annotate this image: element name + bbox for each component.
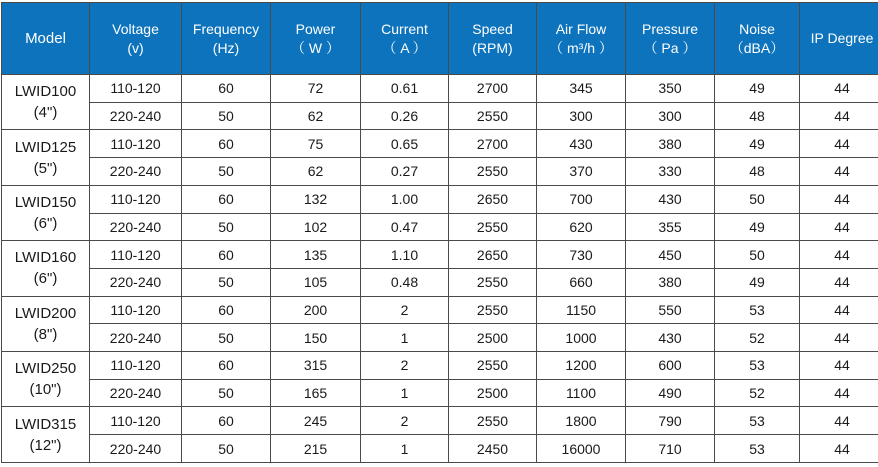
- frequency-cell: 50: [182, 324, 271, 352]
- power-cell: 72: [271, 75, 361, 103]
- speed-cell: 2550: [449, 352, 537, 380]
- noise-cell: 50: [715, 185, 800, 213]
- header-unit: (Hz): [212, 39, 240, 56]
- speed-cell: 2650: [449, 185, 537, 213]
- voltage-cell: 110-120: [90, 130, 182, 158]
- power-cell: 200: [271, 296, 361, 324]
- pressure-cell: 430: [626, 324, 715, 352]
- model-cell: [2, 75, 90, 130]
- voltage-cell: 220-240: [90, 213, 182, 241]
- table-row: [2, 407, 878, 435]
- voltage-cell: 110-120: [90, 241, 182, 269]
- frequency-cell: 60: [182, 130, 271, 158]
- table-row: [2, 130, 878, 158]
- ip-degree-cell: 44: [800, 379, 878, 407]
- voltage-cell: 110-120: [90, 185, 182, 213]
- speed-cell: 2550: [449, 268, 537, 296]
- header-voltage: [90, 3, 182, 75]
- air-flow-cell: 730: [537, 241, 626, 269]
- header-label: Speed: [472, 20, 513, 37]
- ip-degree-cell: 44: [800, 324, 878, 352]
- noise-cell: 49: [715, 75, 800, 103]
- pressure-cell: 380: [626, 130, 715, 158]
- current-cell: 0.48: [361, 268, 449, 296]
- voltage-cell: 110-120: [90, 75, 182, 103]
- current-cell: 1.10: [361, 241, 449, 269]
- header-speed: [449, 3, 537, 75]
- model-name: LWID315: [14, 415, 77, 433]
- model-size: (10"): [29, 381, 62, 399]
- air-flow-cell: 430: [537, 130, 626, 158]
- noise-cell: 52: [715, 379, 800, 407]
- header-air-flow: [537, 3, 626, 75]
- header-noise: [715, 3, 800, 75]
- table-row: [2, 324, 878, 352]
- header-pressure: [626, 3, 715, 75]
- current-cell: 1.00: [361, 185, 449, 213]
- table-row: [2, 213, 878, 241]
- speed-cell: 2550: [449, 158, 537, 186]
- frequency-cell: 50: [182, 102, 271, 130]
- speed-cell: 2550: [449, 102, 537, 130]
- header-current: [361, 3, 449, 75]
- header-label: Air Flow: [555, 20, 607, 37]
- frequency-cell: 50: [182, 268, 271, 296]
- pressure-cell: 380: [626, 268, 715, 296]
- voltage-cell: 220-240: [90, 379, 182, 407]
- header-model: [2, 3, 90, 75]
- model-cell: [2, 130, 90, 185]
- pressure-cell: 350: [626, 75, 715, 103]
- noise-cell: 53: [715, 352, 800, 380]
- header-label: Pressure: [641, 20, 699, 37]
- air-flow-cell: 1000: [537, 324, 626, 352]
- model-size: (4"): [33, 104, 58, 122]
- header-unit: （ A ）: [382, 39, 427, 56]
- model-cell: [2, 296, 90, 351]
- power-cell: 150: [271, 324, 361, 352]
- header-label: Current: [381, 20, 428, 37]
- pressure-cell: 710: [626, 435, 715, 463]
- frequency-cell: 60: [182, 296, 271, 324]
- table-row: [2, 75, 878, 103]
- frequency-cell: 50: [182, 435, 271, 463]
- ip-degree-cell: 44: [800, 435, 878, 463]
- frequency-cell: 50: [182, 379, 271, 407]
- pressure-cell: 790: [626, 407, 715, 435]
- voltage-cell: 220-240: [90, 324, 182, 352]
- table-row: [2, 379, 878, 407]
- frequency-cell: 50: [182, 158, 271, 186]
- ip-degree-cell: 44: [800, 213, 878, 241]
- voltage-cell: 110-120: [90, 407, 182, 435]
- header-label: Noise: [739, 20, 775, 37]
- power-cell: 75: [271, 130, 361, 158]
- frequency-cell: 60: [182, 185, 271, 213]
- current-cell: 0.47: [361, 213, 449, 241]
- header-ip-degree: [800, 3, 878, 75]
- header-label: Model: [25, 30, 66, 47]
- table-row: [2, 352, 878, 380]
- speed-cell: 2700: [449, 130, 537, 158]
- header-label: Voltage: [112, 20, 159, 37]
- ip-degree-cell: 44: [800, 158, 878, 186]
- noise-cell: 53: [715, 296, 800, 324]
- model-size: (8"): [33, 325, 58, 343]
- air-flow-cell: 1150: [537, 296, 626, 324]
- air-flow-cell: 620: [537, 213, 626, 241]
- ip-degree-cell: 44: [800, 75, 878, 103]
- model-size: (6"): [33, 270, 58, 288]
- table-body: [2, 75, 878, 463]
- table-header: [2, 3, 878, 75]
- table-row: [2, 185, 878, 213]
- noise-cell: 48: [715, 102, 800, 130]
- speed-cell: 2650: [449, 241, 537, 269]
- speed-cell: 2450: [449, 435, 537, 463]
- model-size: (6"): [33, 215, 58, 233]
- model-name: LWID150: [14, 194, 77, 212]
- air-flow-cell: 1200: [537, 352, 626, 380]
- pressure-cell: 600: [626, 352, 715, 380]
- pressure-cell: 300: [626, 102, 715, 130]
- model-cell: [2, 185, 90, 240]
- ip-degree-cell: 44: [800, 352, 878, 380]
- model-size: (12"): [29, 436, 62, 454]
- air-flow-cell: 300: [537, 102, 626, 130]
- pressure-cell: 330: [626, 158, 715, 186]
- noise-cell: 53: [715, 435, 800, 463]
- model-cell: [2, 352, 90, 407]
- table-row: [2, 268, 878, 296]
- header-power: [271, 3, 361, 75]
- model-cell: [2, 407, 90, 463]
- header-unit: (v): [127, 39, 144, 56]
- pressure-cell: 355: [626, 213, 715, 241]
- table-row: [2, 102, 878, 130]
- current-cell: 1: [361, 324, 449, 352]
- speed-cell: 2550: [449, 296, 537, 324]
- power-cell: 165: [271, 379, 361, 407]
- current-cell: 1: [361, 435, 449, 463]
- table-row: [2, 435, 878, 463]
- air-flow-cell: 660: [537, 268, 626, 296]
- air-flow-cell: 1100: [537, 379, 626, 407]
- power-cell: 135: [271, 241, 361, 269]
- ip-degree-cell: 44: [800, 102, 878, 130]
- power-cell: 245: [271, 407, 361, 435]
- header-row: [2, 3, 878, 75]
- header-label: IP Degree: [810, 30, 874, 46]
- ip-degree-cell: 44: [800, 296, 878, 324]
- frequency-cell: 60: [182, 407, 271, 435]
- header-unit: (RPM): [472, 39, 513, 56]
- ip-degree-cell: 44: [800, 407, 878, 435]
- header-unit: （dBA）: [729, 39, 785, 56]
- speed-cell: 2700: [449, 75, 537, 103]
- air-flow-cell: 700: [537, 185, 626, 213]
- air-flow-cell: 16000: [537, 435, 626, 463]
- current-cell: 0.65: [361, 130, 449, 158]
- power-cell: 62: [271, 158, 361, 186]
- model-name: LWID100: [14, 83, 77, 101]
- current-cell: 0.61: [361, 75, 449, 103]
- model-name: LWID200: [14, 304, 77, 322]
- frequency-cell: 50: [182, 213, 271, 241]
- ip-degree-cell: 44: [800, 241, 878, 269]
- table-row: [2, 158, 878, 186]
- air-flow-cell: 370: [537, 158, 626, 186]
- model-name: LWID160: [14, 249, 77, 267]
- header-unit: （ m³/h ）: [549, 39, 613, 56]
- frequency-cell: 60: [182, 352, 271, 380]
- spec-table: [1, 2, 878, 463]
- noise-cell: 50: [715, 241, 800, 269]
- current-cell: 2: [361, 407, 449, 435]
- header-unit: （ W ）: [291, 39, 340, 56]
- pressure-cell: 550: [626, 296, 715, 324]
- frequency-cell: 60: [182, 241, 271, 269]
- current-cell: 0.27: [361, 158, 449, 186]
- model-size: (5"): [33, 159, 58, 177]
- current-cell: 1: [361, 379, 449, 407]
- ip-degree-cell: 44: [800, 130, 878, 158]
- speed-cell: 2550: [449, 213, 537, 241]
- voltage-cell: 220-240: [90, 435, 182, 463]
- power-cell: 132: [271, 185, 361, 213]
- frequency-cell: 60: [182, 75, 271, 103]
- voltage-cell: 110-120: [90, 352, 182, 380]
- voltage-cell: 110-120: [90, 296, 182, 324]
- noise-cell: 49: [715, 268, 800, 296]
- table-row: [2, 296, 878, 324]
- power-cell: 62: [271, 102, 361, 130]
- model-cell: [2, 241, 90, 296]
- power-cell: 102: [271, 213, 361, 241]
- speed-cell: 2550: [449, 407, 537, 435]
- voltage-cell: 220-240: [90, 158, 182, 186]
- noise-cell: 53: [715, 407, 800, 435]
- speed-cell: 2500: [449, 324, 537, 352]
- header-unit: （ Pa ）: [643, 39, 697, 56]
- pressure-cell: 450: [626, 241, 715, 269]
- current-cell: 0.26: [361, 102, 449, 130]
- noise-cell: 52: [715, 324, 800, 352]
- noise-cell: 48: [715, 158, 800, 186]
- header-frequency: [182, 3, 271, 75]
- noise-cell: 49: [715, 213, 800, 241]
- current-cell: 2: [361, 296, 449, 324]
- pressure-cell: 490: [626, 379, 715, 407]
- ip-degree-cell: 44: [800, 185, 878, 213]
- power-cell: 105: [271, 268, 361, 296]
- header-label: Power: [295, 20, 336, 37]
- pressure-cell: 430: [626, 185, 715, 213]
- power-cell: 315: [271, 352, 361, 380]
- voltage-cell: 220-240: [90, 268, 182, 296]
- air-flow-cell: 1800: [537, 407, 626, 435]
- voltage-cell: 220-240: [90, 102, 182, 130]
- air-flow-cell: 345: [537, 75, 626, 103]
- power-cell: 215: [271, 435, 361, 463]
- model-name: LWID250: [14, 360, 77, 378]
- table-row: [2, 241, 878, 269]
- header-label: Frequency: [192, 20, 260, 37]
- ip-degree-cell: 44: [800, 268, 878, 296]
- speed-cell: 2500: [449, 379, 537, 407]
- noise-cell: 49: [715, 130, 800, 158]
- current-cell: 2: [361, 352, 449, 380]
- model-name: LWID125: [14, 138, 77, 156]
